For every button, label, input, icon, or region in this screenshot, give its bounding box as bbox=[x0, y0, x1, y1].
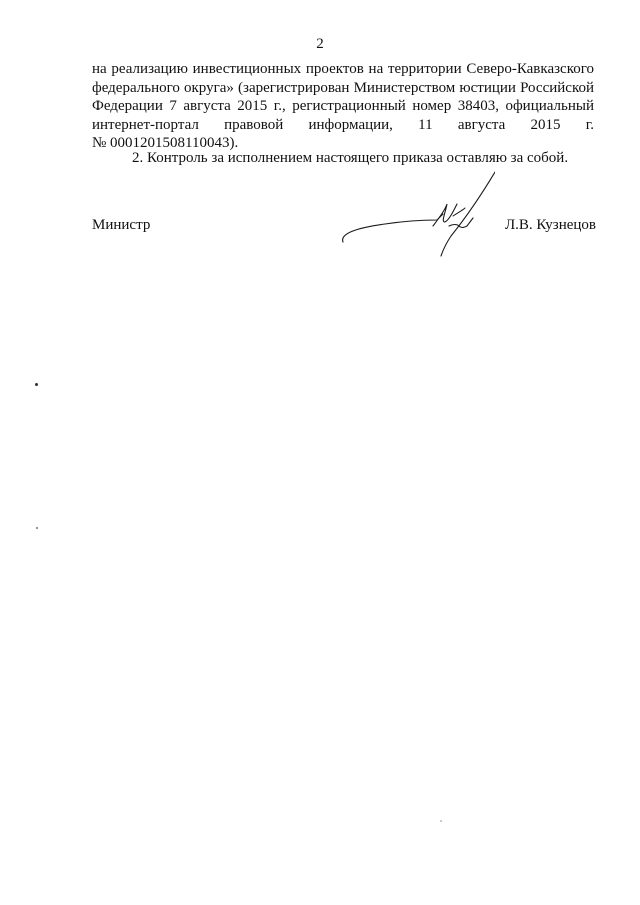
signatory-name: Л.В. Кузнецов bbox=[504, 217, 596, 233]
paragraph-line: на реализацию инвестиционных проектов на территории Северо-Кавказского bbox=[92, 61, 594, 77]
signatory-title: Министр bbox=[92, 217, 151, 233]
scan-speck bbox=[440, 820, 442, 822]
handwritten-signature bbox=[335, 170, 495, 260]
scan-speck bbox=[35, 383, 38, 386]
paragraph-line: федерального округа» (зарегистрирован Министерством юстиции Российской bbox=[92, 79, 594, 96]
paragraph-line: Федерации 7 августа 2015 г., регистрационный номер 38403, официальный bbox=[92, 98, 594, 114]
scan-speck bbox=[36, 527, 38, 529]
paragraph-line: интернет-портал правовой информации, 11 августа 2015 г. bbox=[92, 116, 594, 133]
paragraph-continuation bbox=[92, 60, 594, 153]
paragraph-line: № 0001201508110043). bbox=[92, 135, 239, 151]
paragraph-control-clause: 2. Контроль за исполнением настоящего приказа оставляю за собой. bbox=[132, 150, 569, 166]
page-number: 2 bbox=[316, 36, 324, 52]
